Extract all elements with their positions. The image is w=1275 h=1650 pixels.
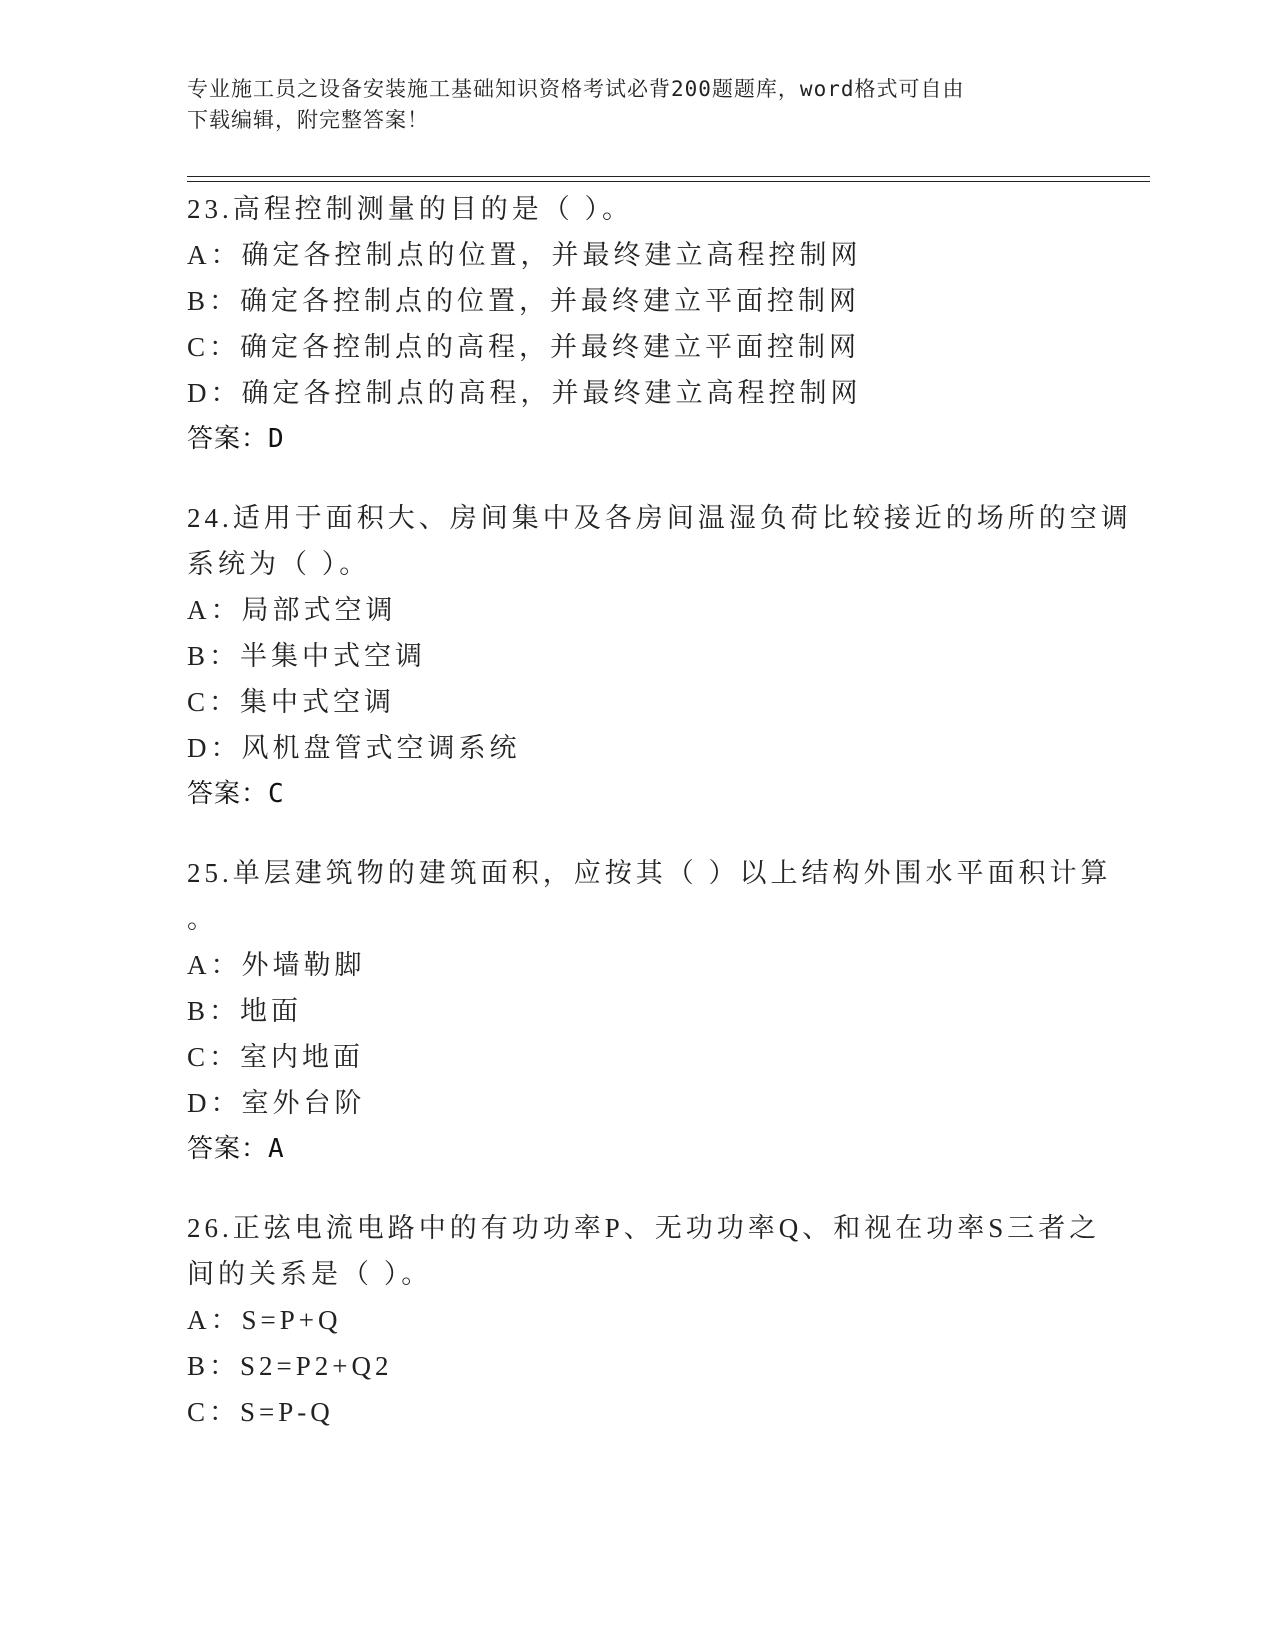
answer-line: 答案：D: [187, 424, 285, 454]
question-list: [187, 186, 1132, 1468]
question-stem: 23.高程控制测量的目的是（ ）。: [187, 194, 633, 224]
option-a: A：外墙勒脚: [187, 950, 366, 980]
option-c: C：集中式空调: [187, 687, 396, 717]
option-c: C：确定各控制点的高程，并最终建立平面控制网: [187, 332, 861, 362]
question-24: [187, 495, 1132, 817]
question-stem: 25.单层建筑物的建筑面积，应按其（ ）以上结构外围水平面积计算: [187, 858, 1112, 888]
document-header: [187, 74, 1087, 136]
option-b: B：确定各控制点的位置，并最终建立平面控制网: [187, 286, 861, 316]
answer-line: 答案：A: [187, 1134, 285, 1164]
question-stem-continued: 间的关系是（ ）。: [187, 1259, 433, 1289]
option-b: B：地面: [187, 996, 303, 1026]
header-line-1: 专业施工员之设备安装施工基础知识资格考试必背200题题库，word格式可自由: [187, 77, 965, 101]
option-c: C：S=P-Q: [187, 1397, 334, 1427]
question-26: [187, 1205, 1101, 1435]
header-divider-top: [187, 176, 1150, 177]
option-d: D：确定各控制点的高程，并最终建立高程控制网: [187, 378, 862, 408]
header-line-2: 下载编辑，附完整答案！: [187, 108, 429, 132]
question-stem: 26.正弦电流电路中的有功功率P、无功功率Q、和视在功率S三者之: [187, 1213, 1101, 1243]
option-a: A：确定各控制点的位置，并最终建立高程控制网: [187, 240, 862, 270]
question-25: [187, 850, 1112, 1172]
option-d: D：风机盘管式空调系统: [187, 733, 521, 763]
option-c: C：室内地面: [187, 1042, 365, 1072]
option-a: A：S=P+Q: [187, 1305, 342, 1335]
answer-line: 答案：C: [187, 779, 285, 809]
header-divider-bottom: [187, 181, 1150, 182]
question-stem: 24.适用于面积大、房间集中及各房间温湿负荷比较接近的场所的空调: [187, 503, 1132, 533]
question-stem-continued: 系统为（ ）。: [187, 549, 371, 579]
option-d: D：室外台阶: [187, 1088, 366, 1118]
option-b: B：半集中式空调: [187, 641, 427, 671]
option-a: A：局部式空调: [187, 595, 397, 625]
question-23: [187, 186, 1087, 462]
option-b: B：S2=P2+Q2: [187, 1351, 393, 1381]
question-stem-continued: 。: [187, 904, 218, 934]
